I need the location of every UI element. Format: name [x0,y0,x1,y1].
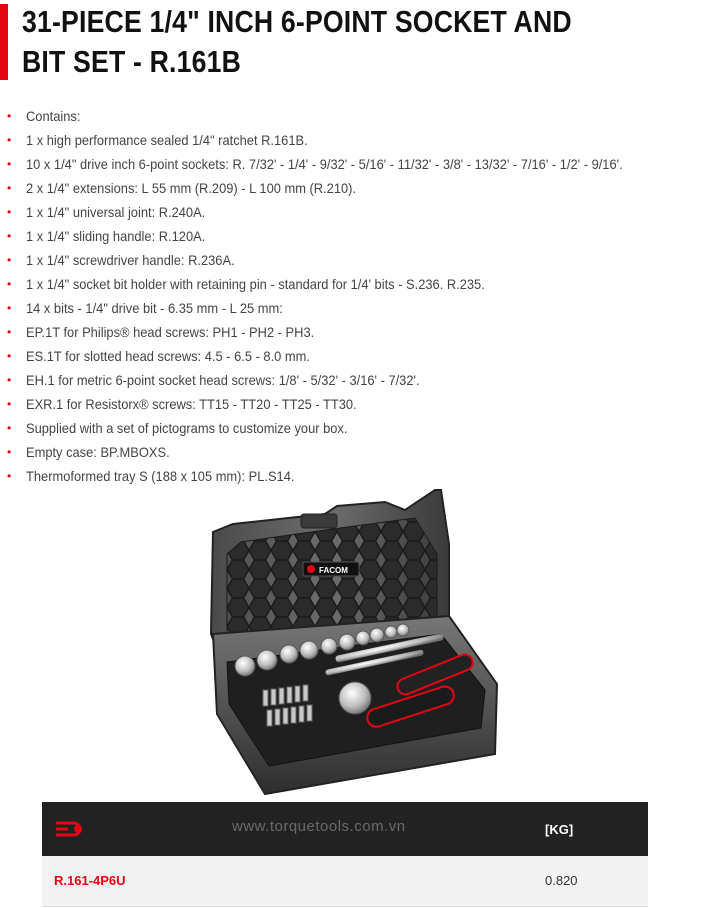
contents-list [0,104,705,488]
list-item: • 10 x 1/4" drive inch 6-point sockets: R. 7/32' - 1/4' - 9/32' - 5/16' - 11/32' - 3/8' - 13/32' - 7/16' - 1/2' - 9/16'. [0,152,705,176]
table-row [42,856,648,907]
bullet-icon: • [7,253,12,267]
bullet-icon: • [7,301,12,315]
list-item: • EH.1 for metric 6-point socket head screws: 1/8' - 5/32' - 3/16' - 7/32'. [0,368,705,392]
facom-brand-label [303,562,359,576]
list-item: • Thermoformed tray S (188 x 105 mm): PL.S14. [0,464,705,488]
list-item: • 1 x 1/4" universal joint: R.240A. [0,200,705,224]
facom-logo-icon [54,820,88,843]
list-item: • 1 x 1/4" socket bit holder with retaining pin - standard for 1/4' bits - S.236. R.235. [0,272,705,296]
title-accent-bar [0,4,8,80]
bullet-icon: • [7,397,12,411]
product-weight: 0.820 [545,873,578,888]
watermark-text: www.torquetools.com.vn [232,818,406,835]
product-table [42,802,648,907]
bullet-icon: • [7,277,12,291]
list-item: • Supplied with a set of pictograms to customize your box. [0,416,705,440]
bullet-icon: • [7,229,12,243]
list-item: • EP.1T for Philips® head screws: PH1 - PH2 - PH3. [0,320,705,344]
product-reference-link[interactable]: R.161-4P6U [54,873,126,888]
list-item: • ES.1T for slotted head screws: 4.5 - 6.5 - 8.0 mm. [0,344,705,368]
list-item: • 1 x 1/4" sliding handle: R.120A. [0,224,705,248]
bullet-icon: • [7,133,12,147]
bullet-icon: • [7,181,12,195]
bullet-icon: • [7,109,12,123]
weight-column-header: [KG] [545,822,574,837]
svg-text:FACOM: FACOM [319,566,348,575]
page-title: 31-PIECE 1/4" INCH 6-POINT SOCKET AND BIT SET - R.161B [22,4,572,79]
bullet-icon: • [7,205,12,219]
bullet-icon: • [7,421,12,435]
list-item: • Empty case: BP.MBOXS. [0,440,705,464]
table-header [42,802,648,856]
bullet-icon: • [7,325,12,339]
list-item: • Contains: [0,104,705,128]
list-item: • 14 x bits - 1/4" drive bit - 6.35 mm - L 25 mm: [0,296,705,320]
list-item: • EXR.1 for Resistorx® screws: TT15 - TT20 - TT25 - TT30. [0,392,705,416]
bullet-icon: • [7,349,12,363]
list-item: • 1 x high performance sealed 1/4" ratchet R.161B. [0,128,705,152]
bullet-icon: • [7,469,12,483]
bullet-icon: • [7,373,12,387]
list-item: • 1 x 1/4" screwdriver handle: R.236A. [0,248,705,272]
bullet-icon: • [7,157,12,171]
product-image [205,484,505,800]
bullet-icon: • [7,445,12,459]
list-item: • 2 x 1/4" extensions: L 55 mm (R.209) - L 100 mm (R.210). [0,176,705,200]
